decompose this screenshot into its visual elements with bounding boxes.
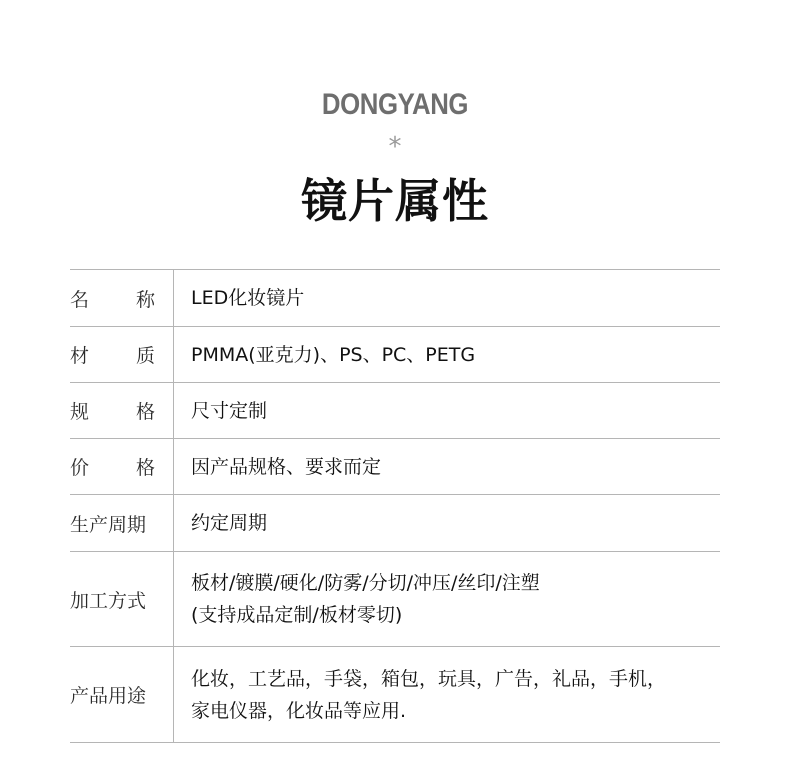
spec-value [174,439,720,494]
spec-key [70,383,174,438]
spec-value-line: LED化妆镜片 [191,287,305,309]
spec-key [70,439,174,494]
spec-value [174,647,720,742]
spec-table [70,269,720,743]
spec-row-name [70,270,720,327]
spec-value [174,383,720,438]
spec-row-usage [70,647,720,743]
spec-key-char: 格 [135,401,155,423]
spec-key-char: 格 [135,457,155,479]
spec-value [174,270,720,326]
spec-key: 产品用途 [70,647,174,742]
spec-row-price [70,439,720,495]
spec-key-char: 价 [70,457,90,479]
spec-value-line: 家电仪器，化妆品等应用. [191,699,407,722]
spec-key-char: 称 [135,288,155,311]
spec-row-material [70,327,720,383]
spec-row-production-cycle [70,495,720,552]
spec-key-char: 材 [70,345,90,367]
spec-key: 生产周期 [70,495,174,551]
spec-key: 加工方式 [70,552,174,646]
spec-value [174,327,720,382]
spec-key-char: 名 [70,288,90,311]
star-divider: * [388,132,402,162]
spec-value-line: PMMA(亚克力)、PS、PC、PETG [191,343,476,366]
spec-value [174,495,720,551]
brand-logo-text: DONGYANG [321,88,469,121]
spec-value-line: 板材/镀膜/硬化/防雾/分切/冲压/丝印/注塑 [191,572,540,594]
spec-key [70,270,174,326]
spec-key [70,327,174,382]
page-title: 镜片属性 [301,174,489,228]
spec-key-char: 规 [70,401,90,423]
spec-value-line: 约定周期 [191,512,268,534]
spec-row-size [70,383,720,439]
spec-key-char: 质 [135,345,155,367]
spec-value-line: 尺寸定制 [191,399,268,422]
spec-value-line: (支持成品定制/板材零切) [191,604,403,626]
spec-value-line: 化妆，工艺品，手袋，箱包，玩具，广告，礼品，手机， [191,667,667,690]
spec-row-processing [70,552,720,647]
spec-value [174,552,720,646]
spec-value-line: 因产品规格、要求而定 [191,455,382,478]
